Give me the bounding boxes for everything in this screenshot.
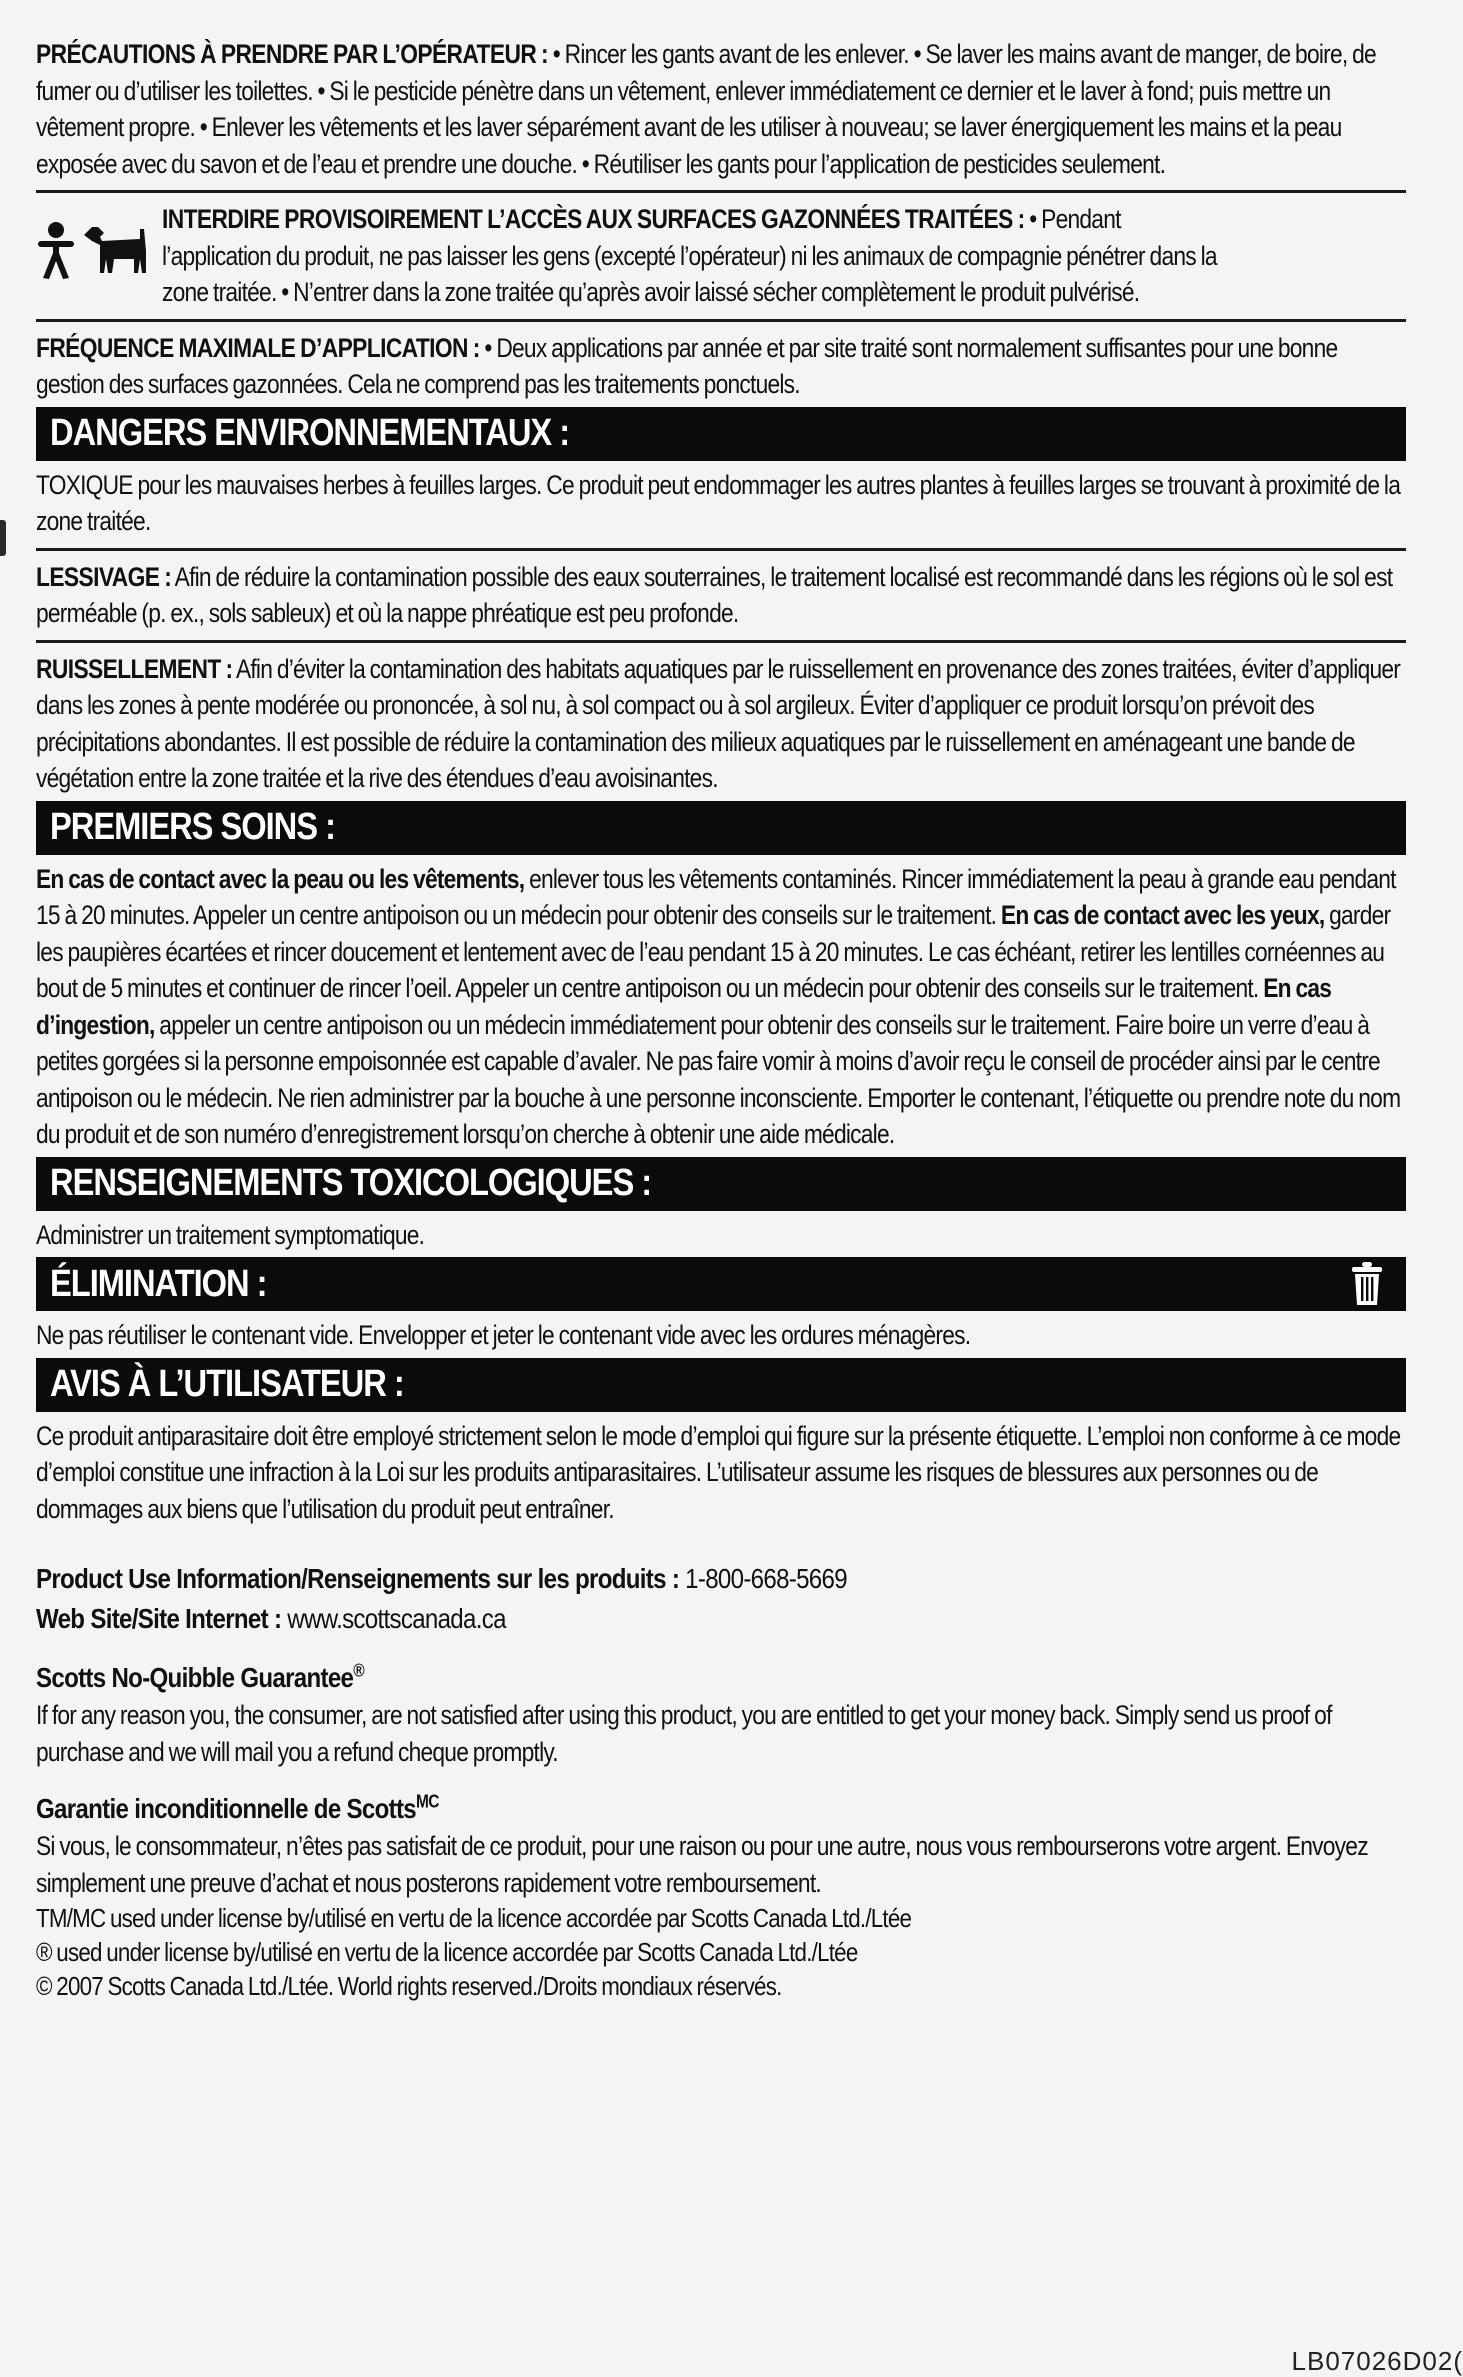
website-label: Web Site/Site Internet :: [36, 1603, 282, 1634]
product-info-phone[interactable]: 1-800-668-5669: [685, 1563, 847, 1594]
restricted-access-text: • Pendant l’application du produit, ne pas laisser les gens (excepté l’opérateur) ni les animaux de compagnie pénétrer dans la zone traitée. • N’entrer dans la zone traitée qu’après avoir laissé sécher complètement le produit pulvérisé.: [162, 204, 1217, 307]
divider: [36, 319, 1406, 322]
runoff-heading: RUISSELLEMENT :: [36, 653, 233, 684]
eye-contact-heading: En cas de contact avec les yeux,: [1000, 900, 1325, 930]
first-aid-text: [36, 861, 1403, 1153]
person-icon: [36, 221, 76, 281]
max-frequency: [36, 330, 1403, 403]
guarantee-en-text: If for any reason you, the consumer, are not satisfied after using this product, you are entitled to get your money back. Simply send us proof of purchase and we will mail you a refund cheque promptly.: [36, 1700, 1332, 1767]
tm-notice-text: used under license by/utilisé en vertu de la licence accordée par Scotts Canada Ltd./Ltée: [109, 1903, 912, 1933]
section-title: ÉLIMINATION :: [50, 1262, 267, 1305]
product-label: [36, 36, 1406, 2003]
toxic-text: pour les mauvaises herbes à feuilles larges. Ce produit peut endommager les autres plantes à feuilles larges se trouvant à proximité de la zone traitée.: [36, 469, 1401, 536]
runoff-text: Afin d’éviter la contamination des habitats aquatiques par le ruissellement en provenance des zones traitées, éviter d’appliquer dans les zones à pente modérée ou prononcée, à sol nu, à sol compact ou à sol argileux. Éviter d’appliquer ce produit lorsqu’on prévoit des précipitations abondantes. Il est possible de réduire la contamination des milieux aquatiques par le ruissellement en aménageant une bande de végétation entre la zone traitée et la rive des étendues d’eau avoisinantes.: [36, 653, 1401, 793]
divider: [36, 548, 1406, 551]
runoff-statement: [36, 651, 1403, 797]
guarantee-en-title: Scotts No-Quibble Guarantee: [36, 1662, 354, 1693]
section-title: PREMIERS SOINS :: [50, 806, 335, 848]
ingestion-heading: En cas d’ingestion,: [36, 973, 1332, 1040]
product-info-line: [36, 1559, 1403, 1599]
section-header-user-notice: [36, 1358, 1406, 1412]
toxicology-text: Administrer un traitement symptomatique.: [36, 1219, 425, 1250]
eye-contact-text: garder les paupières écartées et rincer doucement et lentement avec de l’eau pendant 15 à 20 minutes. Le cas échéant, retirer les lentilles cornéennes au bout de 5 minutes et continuer de rincer l’oeil. Appeler un centre antipoison ou un médecin pour obtenir des conseils sur le traitement.: [36, 900, 1391, 1003]
max-frequency-text: • Deux applications par année et par site traité sont normalement suffisantes pour une bonne gestion des surfaces gazonnées. Cela ne comprend pas les traitements ponctuels.: [36, 332, 1338, 399]
guarantee-en-heading: [36, 1659, 1403, 1697]
toxic-lead: TOXIQUE: [36, 469, 133, 500]
product-info-label: Product Use Information/Renseignements sur les produits :: [36, 1563, 680, 1594]
section-header-first-aid: [36, 801, 1406, 855]
ingestion-text: appeler un centre antipoison ou un médecin immédiatement pour obtenir des conseils sur le traitement. Faire boire un verre d’eau à petites gorgées si la personne empoisonnée est capable d’avaler. Ne pas faire vomir à moins d’avoir reçu le conseil de procéder ainsi par le centre antipoison ou le médecin. Ne rien administrer par la bouche à une personne inconsciente. Emporter le contenant, l’étiquette ou prendre note du nom du produit et de son numéro d’enregistrement lorsqu’on cherche à obtenir une aide médicale.: [36, 1009, 1401, 1149]
restricted-access-text-block: [162, 201, 1232, 311]
user-notice-text: Ce produit antiparasitaire doit être employé strictement selon le mode d’emploi qui figure sur la présente étiquette. L’emploi non conforme à ce mode d’emploi constitue une infraction à la Loi sur les produits antiparasitaires. L’utilisateur assume les risques de blessures aux personnes ou de dommages aux biens que l’utilisation du produit peut entraîner.: [36, 1420, 1401, 1524]
divider: [36, 190, 1406, 193]
trademark-mark: MC: [415, 1791, 439, 1812]
guarantee-fr-text: Si vous, le consommateur, n’êtes pas satisfait de ce produit, pour une raison ou pour une autre, nous vous rembourserons votre argent. Envoyez simplement une preuve d’achat et nous posterons rapidement votre remboursement.: [36, 1831, 1368, 1898]
website-line: [36, 1599, 1403, 1639]
tm-mark: TM/MC: [36, 1903, 106, 1933]
registered-mark: ®: [353, 1660, 364, 1681]
skin-contact-text: enlever tous les vêtements contaminés. Rincer immédiatement la peau à grande eau pendant 15 à 20 minutes. Appeler un centre antipoison ou un médecin pour obtenir des conseils sur le traitement.: [36, 863, 1396, 930]
operator-precautions-heading: PRÉCAUTIONS À PRENDRE PAR L’OPÉRATEUR :: [36, 39, 549, 69]
guarantee-fr-heading: [36, 1790, 1403, 1828]
operator-precautions: [36, 36, 1403, 182]
restricted-access-icons: [36, 201, 148, 281]
section-title: DANGERS ENVIRONNEMENTAUX :: [50, 412, 570, 454]
skin-contact-heading: En cas de contact avec la peau ou les vêtements,: [36, 863, 525, 894]
restricted-access-heading: INTERDIRE PROVISOIREMENT L’ACCÈS AUX SURFACES GAZONNÉES TRAITÉES :: [162, 204, 1025, 234]
trash-can-icon: [1350, 1261, 1384, 1307]
section-header-environmental: [36, 407, 1406, 461]
leaching-heading: LESSIVAGE :: [36, 561, 172, 592]
trademark-notice: [36, 1901, 1403, 1935]
toxic-statement: [36, 467, 1403, 540]
dog-icon: [82, 221, 148, 279]
leaching-text: Afin de réduire la contamination possible des eaux souterraines, le traitement localisé est recommandé dans les régions où le sol est perméable (p. ex., sols sableux) et où la nappe phréatique est peu profonde.: [36, 561, 1393, 628]
r-notice-text: used under license by/utilisé en vertu de la licence accordée par Scotts Canada Ltd./Ltée: [56, 1937, 858, 1967]
registered-notice: [36, 1935, 1403, 1969]
section-header-disposal: [36, 1257, 1406, 1311]
disposal-text: Ne pas réutiliser le contenant vide. Envelopper et jeter le contenant vide avec les ordures ménagères.: [36, 1320, 971, 1350]
r-mark: ®: [36, 1937, 52, 1967]
section-title: RENSEIGNEMENTS TOXICOLOGIQUES :: [50, 1162, 652, 1204]
label-code: LB07026D02(: [1291, 2346, 1463, 2376]
container-edge: [0, 520, 6, 556]
guarantee-fr-title: Garantie inconditionnelle de Scotts: [36, 1793, 416, 1824]
section-title: AVIS À L’UTILISATEUR :: [50, 1363, 404, 1405]
divider: [36, 640, 1406, 643]
section-header-toxicology: [36, 1157, 1406, 1211]
max-frequency-heading: FRÉQUENCE MAXIMALE D’APPLICATION :: [36, 332, 480, 363]
leaching-statement: [36, 559, 1403, 632]
copyright-notice: © 2007 Scotts Canada Ltd./Ltée. World rights reserved./Droits mondiaux réservés.: [36, 1971, 782, 2001]
restricted-access: [36, 201, 1406, 311]
website-link[interactable]: www.scottscanada.ca: [287, 1603, 506, 1634]
operator-precautions-text: • Rincer les gants avant de les enlever. • Se laver les mains avant de manger, de boire, de fumer ou d’utiliser les toilettes. • Si le pesticide pénètre dans un vêtement, enlever immédiatement ce dernier et le laver à fond; puis mettre un vêtement propre. • Enlever les vêtements et les laver séparément avant de les utiliser à nouveau; se laver énergiquement les mains et la peau exposée avec du savon et de l’eau et prendre une douche. • Réutiliser les gants pour l’application de pesticides seulement.: [36, 39, 1376, 179]
